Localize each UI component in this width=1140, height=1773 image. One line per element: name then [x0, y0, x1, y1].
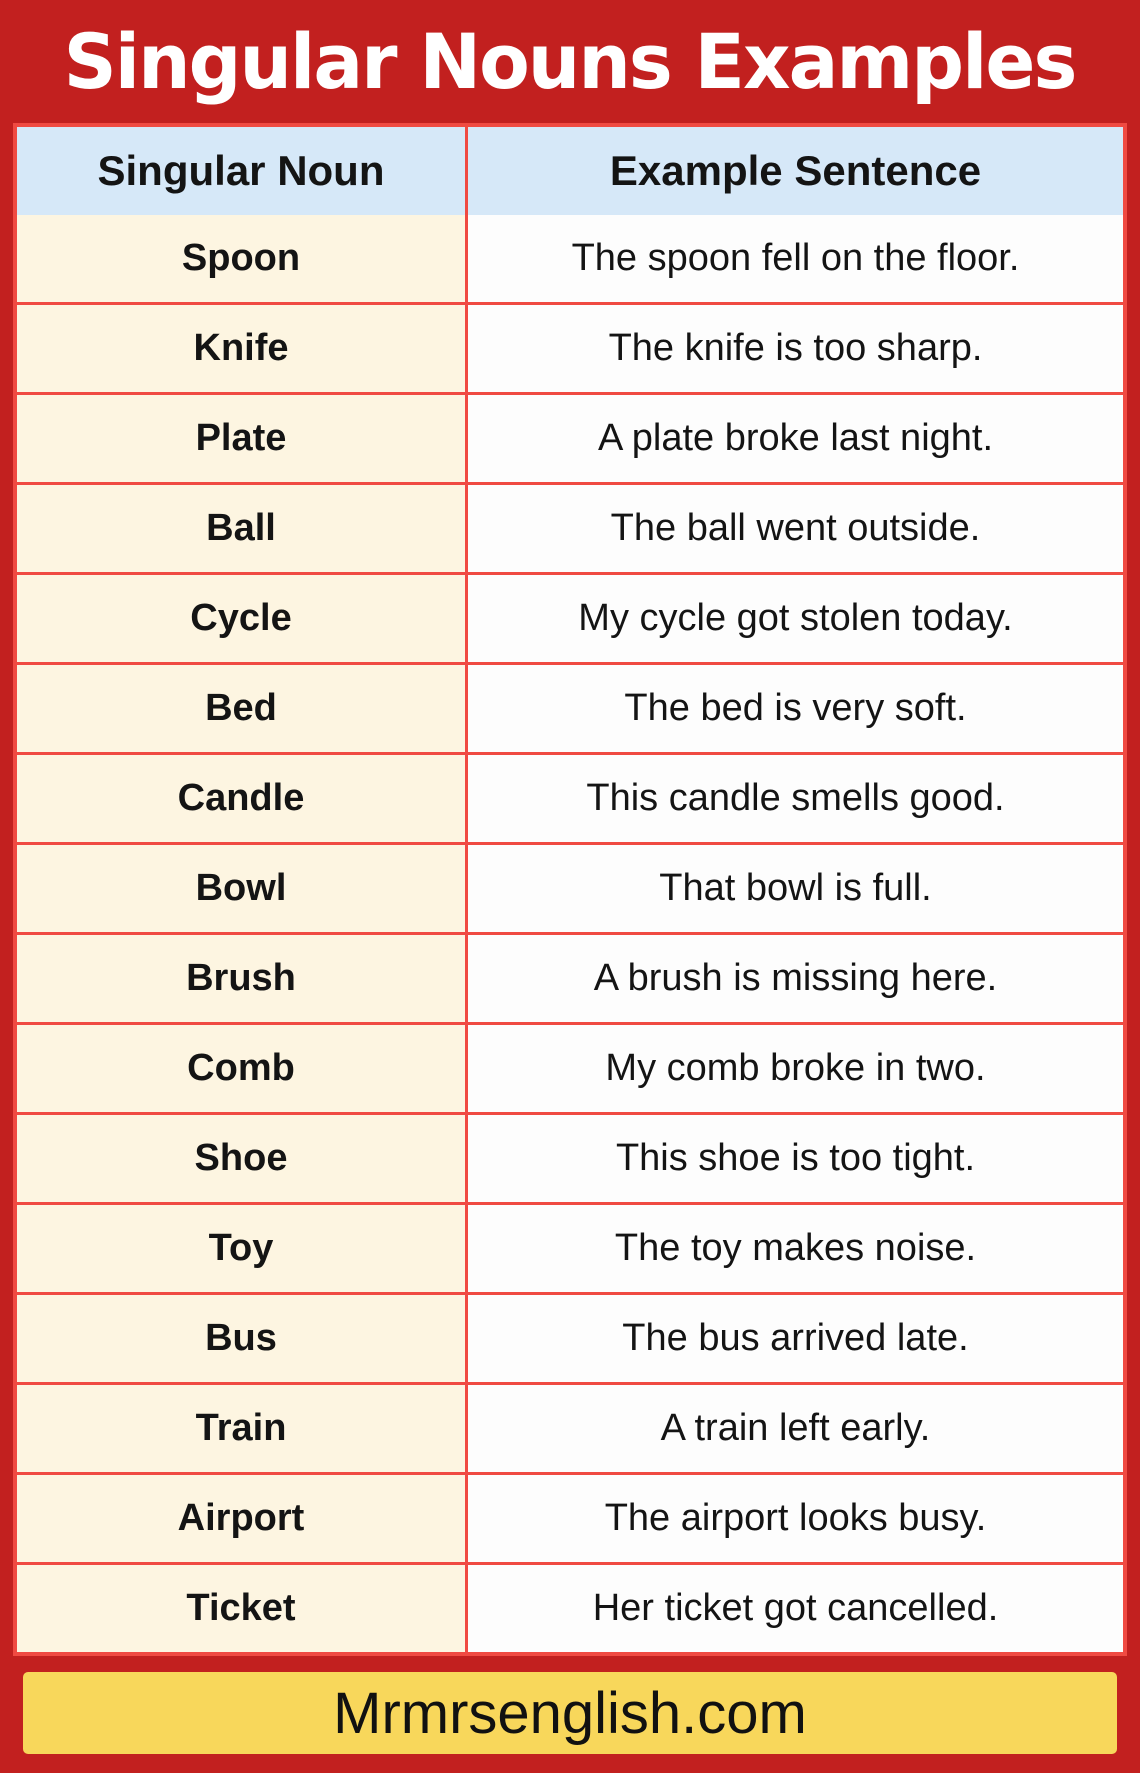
footer-banner	[23, 1672, 1117, 1754]
table-row	[17, 662, 1123, 752]
column-header-singular-noun: Singular Noun	[17, 127, 468, 215]
sentence-cell: The airport looks busy.	[468, 1475, 1123, 1562]
table-row	[17, 1022, 1123, 1112]
sentence-cell: My comb broke in two.	[468, 1025, 1123, 1112]
table-row	[17, 482, 1123, 572]
sentence-cell: The knife is too sharp.	[468, 305, 1123, 392]
noun-cell: Comb	[17, 1025, 468, 1112]
noun-cell: Ticket	[17, 1565, 468, 1652]
title-band	[0, 0, 1140, 123]
sentence-cell: The ball went outside.	[468, 485, 1123, 572]
table-row	[17, 1382, 1123, 1472]
table-body	[17, 215, 1123, 1652]
noun-cell: Spoon	[17, 215, 468, 302]
table-row	[17, 1112, 1123, 1202]
noun-cell: Knife	[17, 305, 468, 392]
noun-cell: Train	[17, 1385, 468, 1472]
sentence-cell: The toy makes noise.	[468, 1205, 1123, 1292]
table-row	[17, 1562, 1123, 1652]
sentence-cell: A train left early.	[468, 1385, 1123, 1472]
table-row	[17, 392, 1123, 482]
noun-cell: Plate	[17, 395, 468, 482]
table-row	[17, 572, 1123, 662]
table-row	[17, 752, 1123, 842]
sentence-cell: My cycle got stolen today.	[468, 575, 1123, 662]
page-title: Singular Nouns Examples	[64, 17, 1076, 106]
sentence-cell: Her ticket got cancelled.	[468, 1565, 1123, 1652]
sentence-cell: A plate broke last night.	[468, 395, 1123, 482]
noun-cell: Bowl	[17, 845, 468, 932]
table-row	[17, 1292, 1123, 1382]
sentence-cell: A brush is missing here.	[468, 935, 1123, 1022]
sentence-cell: The spoon fell on the floor.	[468, 215, 1123, 302]
column-header-example-sentence: Example Sentence	[468, 127, 1123, 215]
noun-cell: Bed	[17, 665, 468, 752]
footer-site-name: Mrmrsenglish.com	[333, 1680, 807, 1746]
noun-cell: Airport	[17, 1475, 468, 1562]
table-header-row	[17, 127, 1123, 215]
sentence-cell: The bed is very soft.	[468, 665, 1123, 752]
sentence-cell: This shoe is too tight.	[468, 1115, 1123, 1202]
table-row	[17, 932, 1123, 1022]
singular-nouns-table	[13, 123, 1127, 1656]
table-row	[17, 215, 1123, 302]
noun-cell: Shoe	[17, 1115, 468, 1202]
sentence-cell: This candle smells good.	[468, 755, 1123, 842]
table-row	[17, 842, 1123, 932]
noun-cell: Brush	[17, 935, 468, 1022]
noun-cell: Ball	[17, 485, 468, 572]
sentence-cell: The bus arrived late.	[468, 1295, 1123, 1382]
noun-cell: Bus	[17, 1295, 468, 1382]
table-row	[17, 1472, 1123, 1562]
noun-cell: Candle	[17, 755, 468, 842]
noun-cell: Toy	[17, 1205, 468, 1292]
table-row	[17, 302, 1123, 392]
table-row	[17, 1202, 1123, 1292]
sentence-cell: That bowl is full.	[468, 845, 1123, 932]
noun-cell: Cycle	[17, 575, 468, 662]
